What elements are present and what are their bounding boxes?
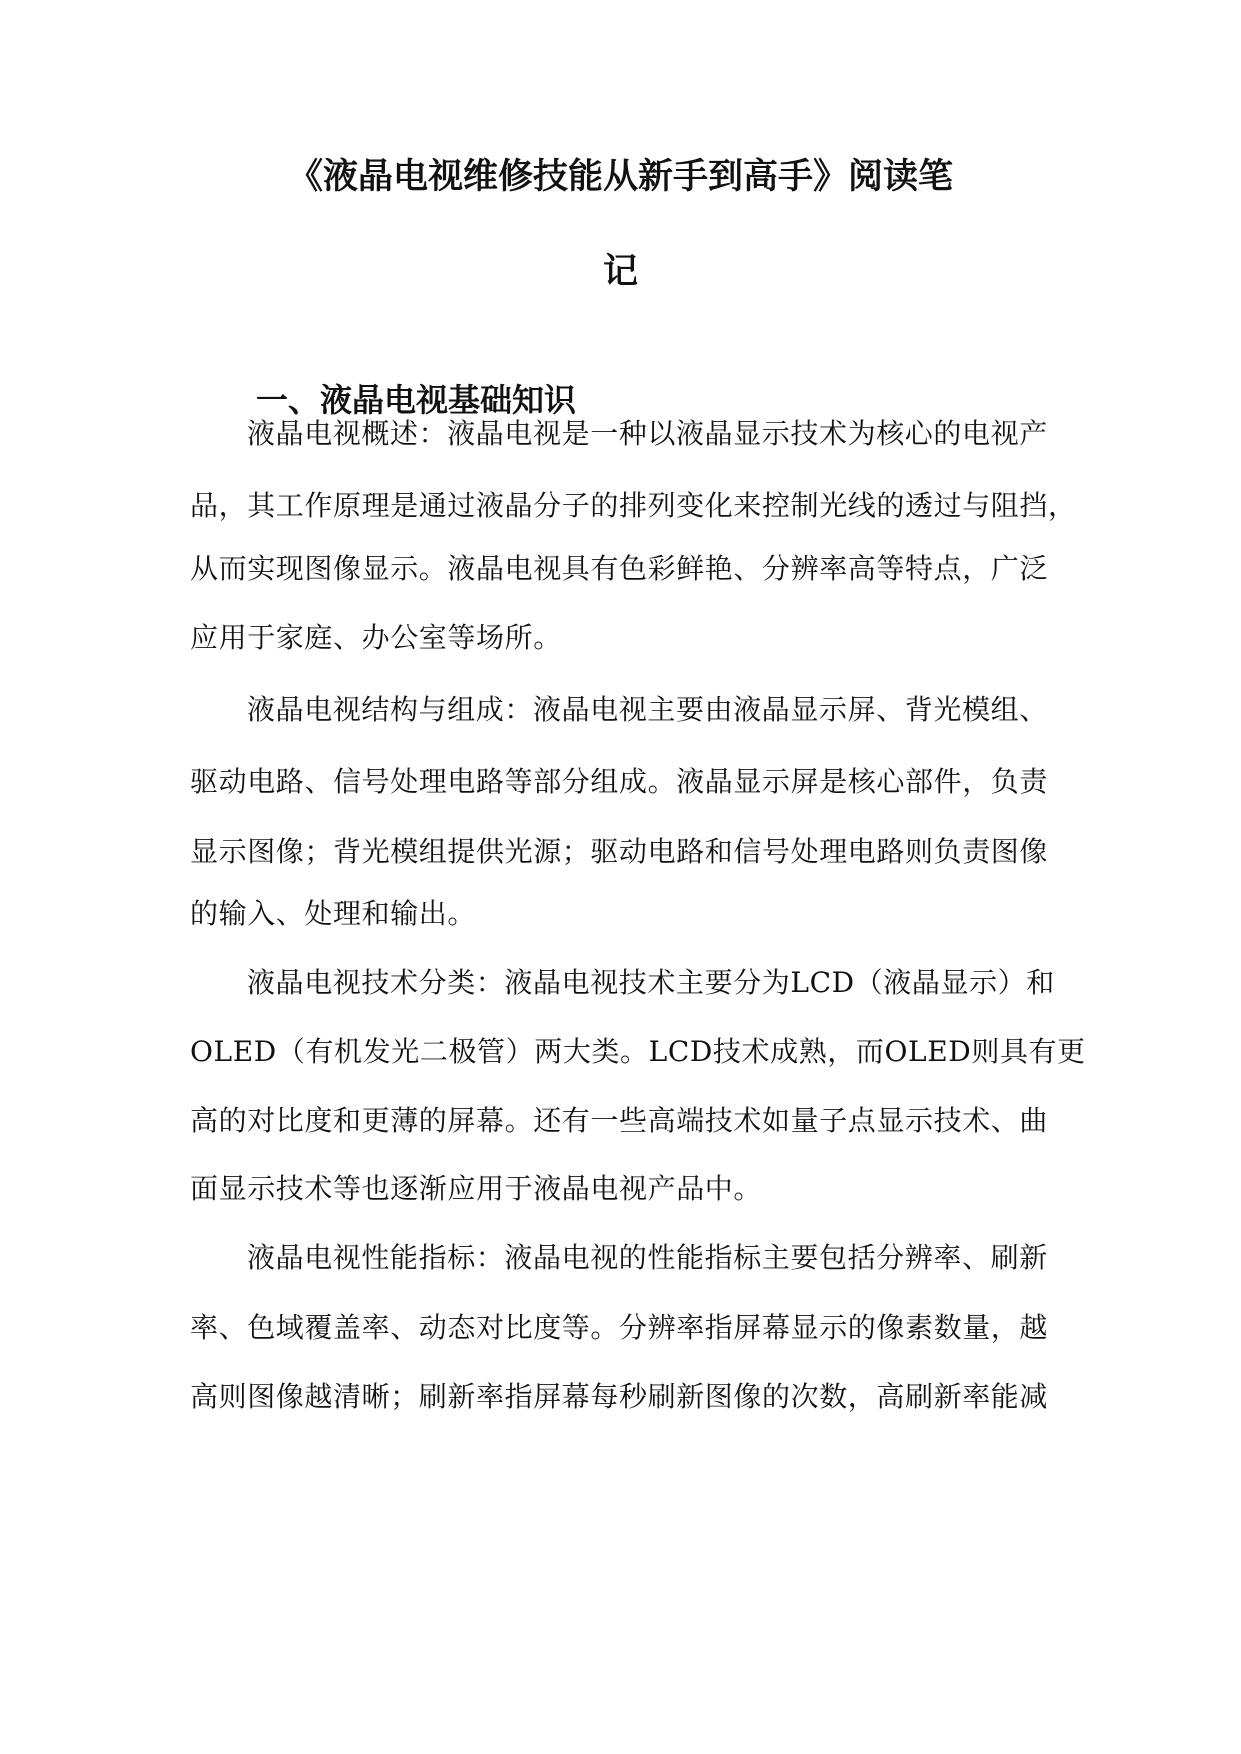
section-heading: 一、液晶电视基础知识 <box>256 381 577 419</box>
paragraph-2-line-4: 的输入、处理和输出。 <box>190 897 477 930</box>
document-title-line-2: 记 <box>602 252 638 292</box>
paragraph-3-line-4: 面显示技术等也逐渐应用于液晶电视产品中。 <box>190 1172 763 1205</box>
paragraph-1-line-1: 液晶电视概述：液晶电视是一种以液晶显示技术为核心的电视产 <box>247 417 1048 450</box>
paragraph-1-line-4: 应用于家庭、办公室等场所。 <box>190 621 562 654</box>
paragraph-2-line-3: 显示图像；背光模组提供光源；驱动电路和信号处理电路则负责图像 <box>190 835 1049 868</box>
paragraph-3-line-1: 液晶电视技术分类：液晶电视技术主要分为LCD（液晶显示）和 <box>247 966 1055 999</box>
paragraph-4-line-2: 率、色域覆盖率、动态对比度等。分辨率指屏幕显示的像素数量，越 <box>190 1311 1049 1344</box>
paragraph-4-line-1: 液晶电视性能指标：液晶电视的性能指标主要包括分辨率、刷新 <box>247 1241 1048 1274</box>
paragraph-1-line-2: 品，其工作原理是通过液晶分子的排列变化来控制光线的透过与阻挡， <box>190 489 1077 522</box>
paragraph-4-line-3: 高则图像越清晰；刷新率指屏幕每秒刷新图像的次数，高刷新率能减 <box>190 1380 1049 1413</box>
paragraph-3-line-3: 高的对比度和更薄的屏幕。还有一些高端技术如量子点显示技术、曲 <box>190 1104 1049 1137</box>
paragraph-2-line-2: 驱动电路、信号处理电路等部分组成。液晶显示屏是核心部件，负责 <box>190 765 1049 798</box>
paragraph-2-line-1: 液晶电视结构与组成：液晶电视主要由液晶显示屏、背光模组、 <box>247 693 1048 726</box>
paragraph-3-line-2: OLED（有机发光二极管）两大类。LCD技术成熟，而OLED则具有更 <box>190 1035 1086 1068</box>
document-title-line-1: 《液晶电视维修技能从新手到高手》阅读笔 <box>287 157 953 197</box>
paragraph-1-line-3: 从而实现图像显示。液晶电视具有色彩鲜艳、分辨率高等特点，广泛 <box>190 552 1049 585</box>
